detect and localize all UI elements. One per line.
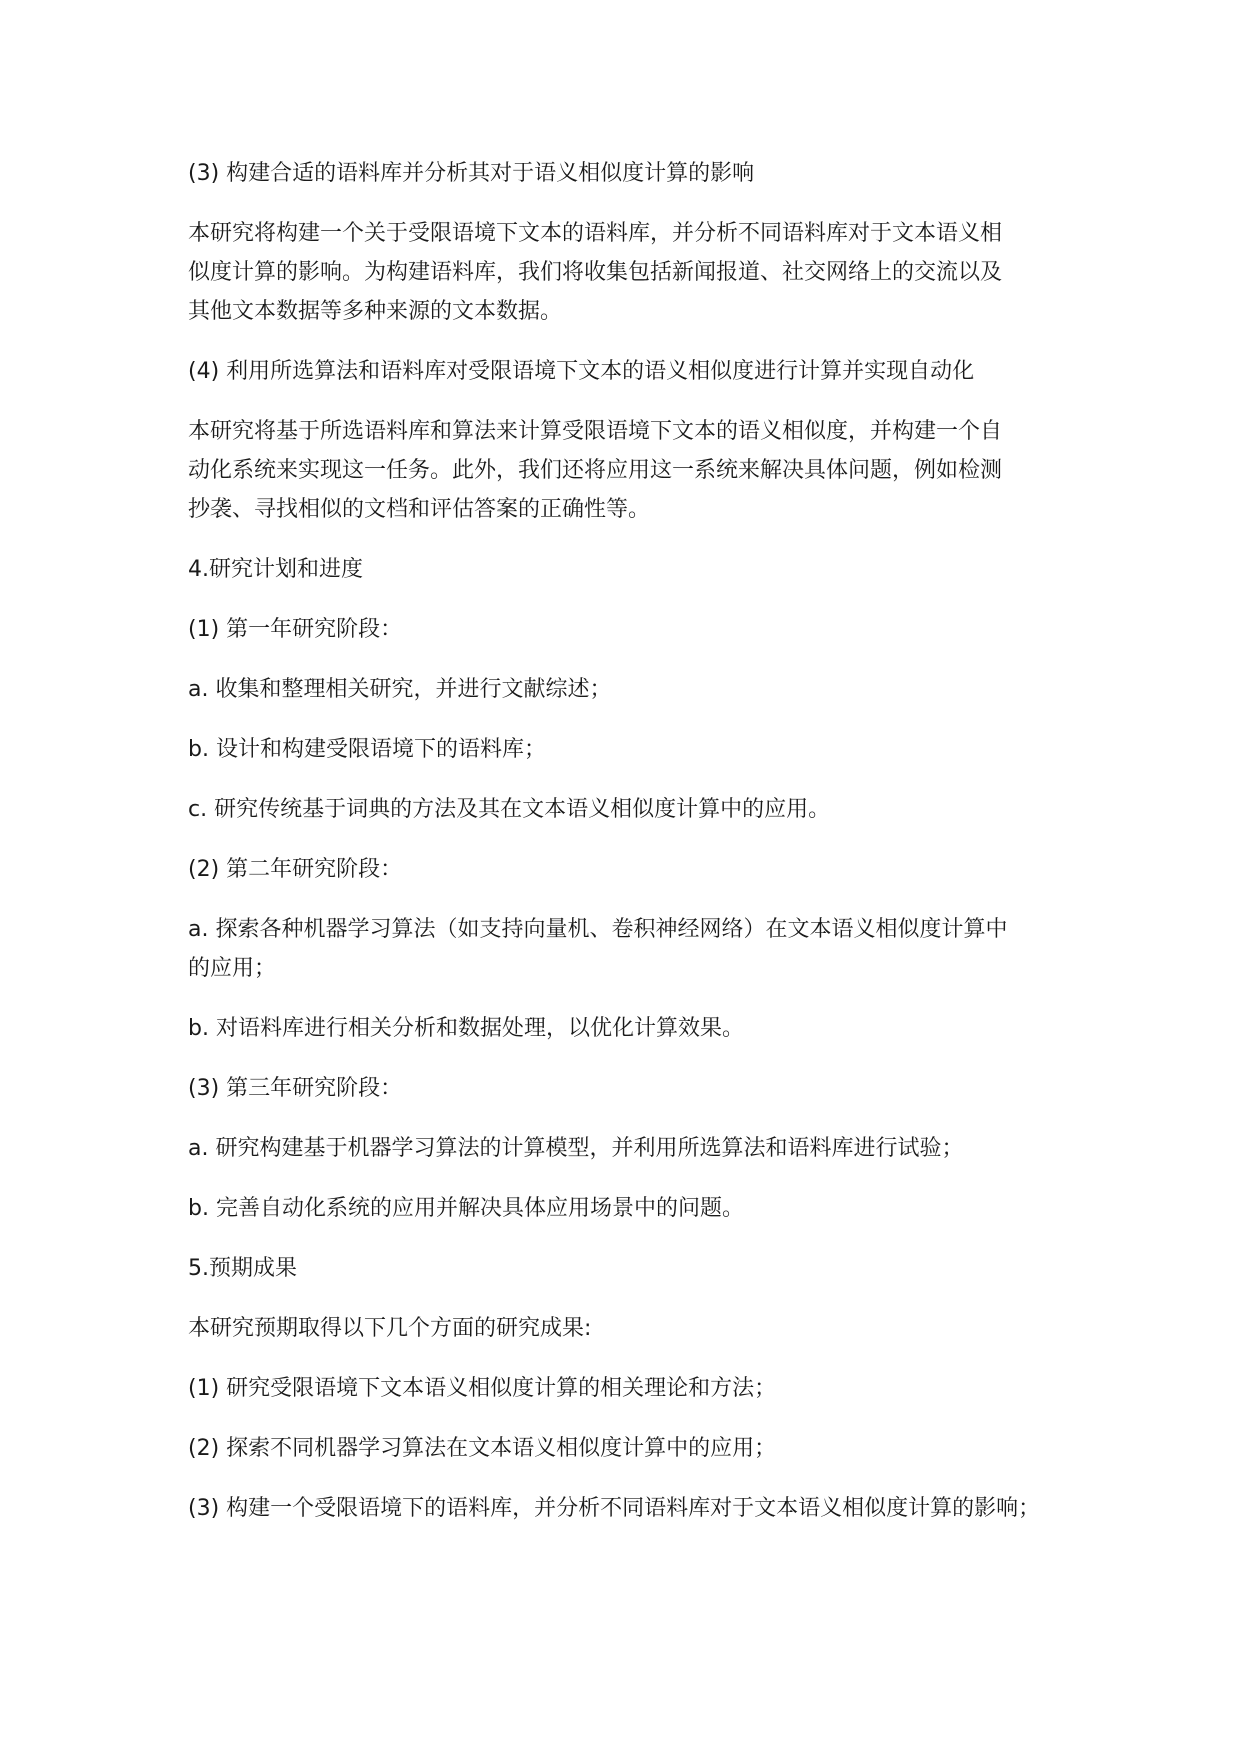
subheading-corpus-construction: (3) 构建合适的语料库并分析其对于语义相似度计算的影响: [188, 161, 755, 186]
section-heading-research-plan: 4.研究计划和进度: [188, 557, 363, 582]
list-item-year-three-b: b. 完善自动化系统的应用并解决具体应用场景中的问题。: [188, 1196, 744, 1221]
section-heading-expected-results: 5.预期成果: [188, 1256, 297, 1281]
list-item-year-one-a: a. 收集和整理相关研究，并进行文献综述；: [188, 677, 612, 702]
subheading-automation: (4) 利用所选算法和语料库对受限语境下文本的语义相似度进行计算并实现自动化: [188, 359, 975, 384]
list-item-year-one-c: c. 研究传统基于词典的方法及其在文本语义相似度计算中的应用。: [188, 797, 831, 822]
list-item-year-one-b: b. 设计和构建受限语境下的语料库；: [188, 737, 546, 762]
list-item-result-one: (1) 研究受限语境下文本语义相似度计算的相关理论和方法；: [188, 1376, 777, 1401]
list-item-year-two-a: a. 探索各种机器学习算法（如支持向量机、卷积神经网络）在文本语义相似度计算中 的应用；: [188, 917, 1008, 981]
list-item-year-three-a: a. 研究构建基于机器学习算法的计算模型，并利用所选算法和语料库进行试验；: [188, 1136, 964, 1161]
list-item-result-three: (3) 构建一个受限语境下的语料库，并分析不同语料库对于文本语义相似度计算的影响；: [188, 1496, 1041, 1521]
phase-heading-year-one: (1) 第一年研究阶段：: [188, 617, 403, 642]
paragraph-expected-results-intro: 本研究预期取得以下几个方面的研究成果:: [188, 1316, 592, 1341]
paragraph-automation-description: 本研究将基于所选语料库和算法来计算受限语境下文本的语义相似度，并构建一个自 动化系统来实现这一任务。此外，我们还将应用这一系统来解决具体问题，例如检测 抄袭、寻找相似的文档和评估答案的正确性等。: [188, 419, 1003, 522]
phase-heading-year-two: (2) 第二年研究阶段：: [188, 857, 403, 882]
paragraph-corpus-description: 本研究将构建一个关于受限语境下文本的语料库，并分析不同语料库对于文本语义相 似度计算的影响。为构建语料库，我们将收集包括新闻报道、社交网络上的交流以及 其他文本数据等多种来源的文本数据。: [188, 221, 1003, 324]
document-body: [188, 154, 1078, 1549]
list-item-result-two: (2) 探索不同机器学习算法在文本语义相似度计算中的应用；: [188, 1436, 777, 1461]
list-item-year-two-b: b. 对语料库进行相关分析和数据处理，以优化计算效果。: [188, 1016, 744, 1041]
phase-heading-year-three: (3) 第三年研究阶段：: [188, 1076, 403, 1101]
